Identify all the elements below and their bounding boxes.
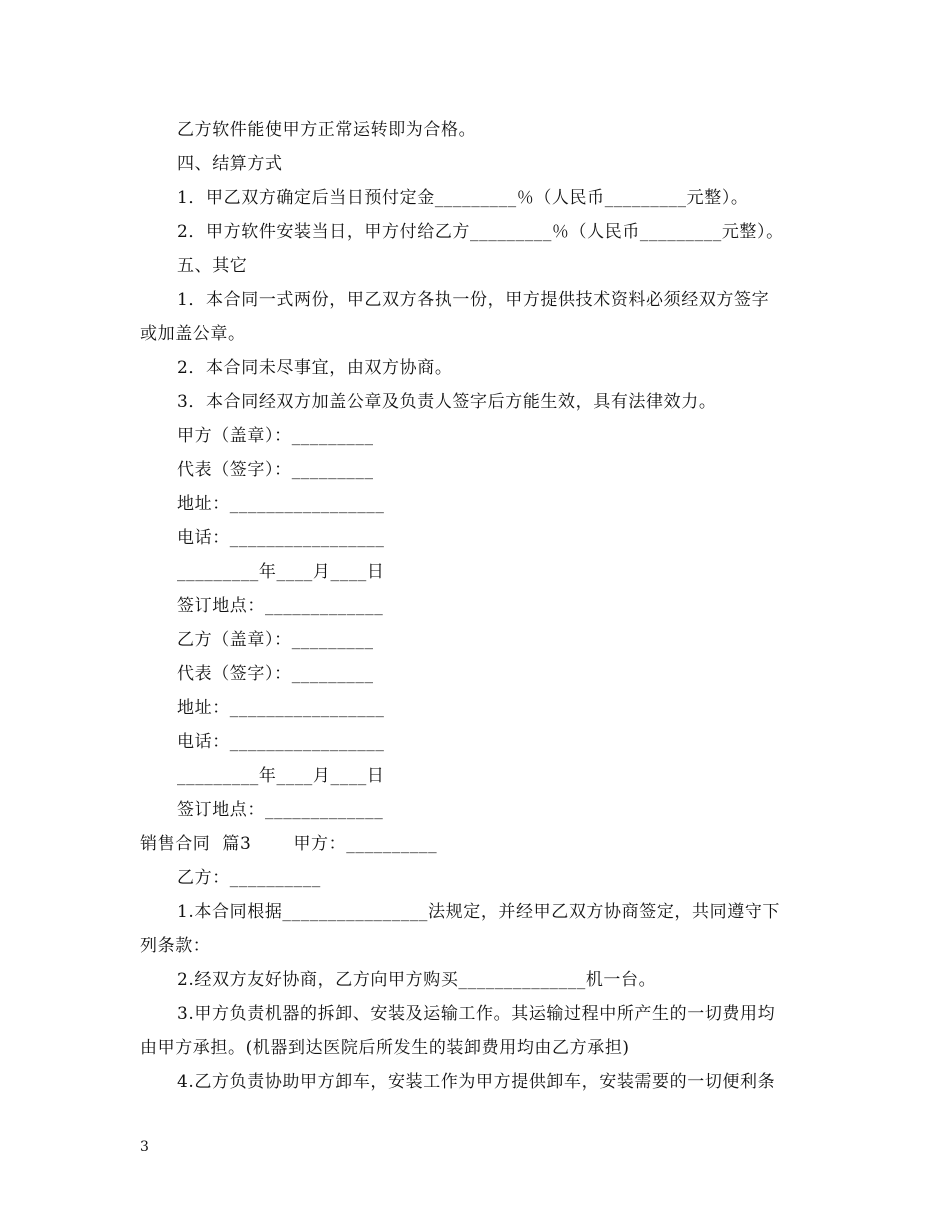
signature-field: 代表（签字）：_________	[177, 664, 374, 684]
text-line: 2．甲方软件安装当日，甲方付给乙方_________％（人民币_________元整）。	[177, 222, 784, 242]
signature-field: 签订地点：_____________	[177, 596, 384, 616]
date-field: _________年____月____日	[177, 562, 385, 582]
text-line: 1．本合同一式两份，甲乙双方各执一份，甲方提供技术资料必须经双方签字	[177, 290, 770, 310]
signature-field: 代表（签字）：_________	[177, 460, 374, 480]
section-heading: 四、结算方式	[177, 154, 283, 174]
signature-field: 乙方（盖章）：_________	[177, 630, 374, 650]
signature-field: 乙方：__________	[177, 868, 321, 888]
text-line: 2.经双方友好协商，乙方向甲方购买______________机一台。	[177, 970, 657, 990]
text-line: 由甲方承担。(机器到达医院后所发生的装卸费用均由乙方承担)	[140, 1038, 630, 1058]
text-line: 2．本合同未尽事宜，由双方协商。	[177, 358, 453, 378]
text-line: 列条款：	[140, 936, 211, 956]
text-line: 乙方软件能使甲方正常运转即为合格。	[177, 120, 477, 140]
signature-field: 地址：_________________	[177, 494, 385, 514]
signature-field: 签订地点：_____________	[177, 800, 384, 820]
text-line: 3.甲方负责机器的拆卸、安装及运输工作。其运输过程中所产生的一切费用均	[177, 1004, 776, 1024]
signature-field: 地址：_________________	[177, 698, 385, 718]
page-number: 3	[140, 1139, 149, 1155]
text-line: 1.本合同根据________________法规定，并经甲乙双方协商签定，共同遵守下	[177, 902, 781, 922]
section-heading: 五、其它	[177, 256, 248, 276]
text-line: 或加盖公章。	[140, 324, 246, 344]
text-line: 4.乙方负责协助甲方卸车，安装工作为甲方提供卸车，安装需要的一切便利条	[177, 1072, 776, 1092]
signature-field: 电话：_________________	[177, 732, 385, 752]
signature-field: 电话：_________________	[177, 528, 385, 548]
text-line: 1．甲乙双方确定后当日预付定金_________％（人民币_________元整）。	[177, 188, 749, 208]
contract-heading: 销售合同 篇3 甲方：__________	[140, 834, 438, 854]
text-line: 3．本合同经双方加盖公章及负责人签字后方能生效，具有法律效力。	[177, 392, 717, 412]
date-field: _________年____月____日	[177, 766, 385, 786]
signature-field: 甲方（盖章）：_________	[177, 426, 374, 446]
